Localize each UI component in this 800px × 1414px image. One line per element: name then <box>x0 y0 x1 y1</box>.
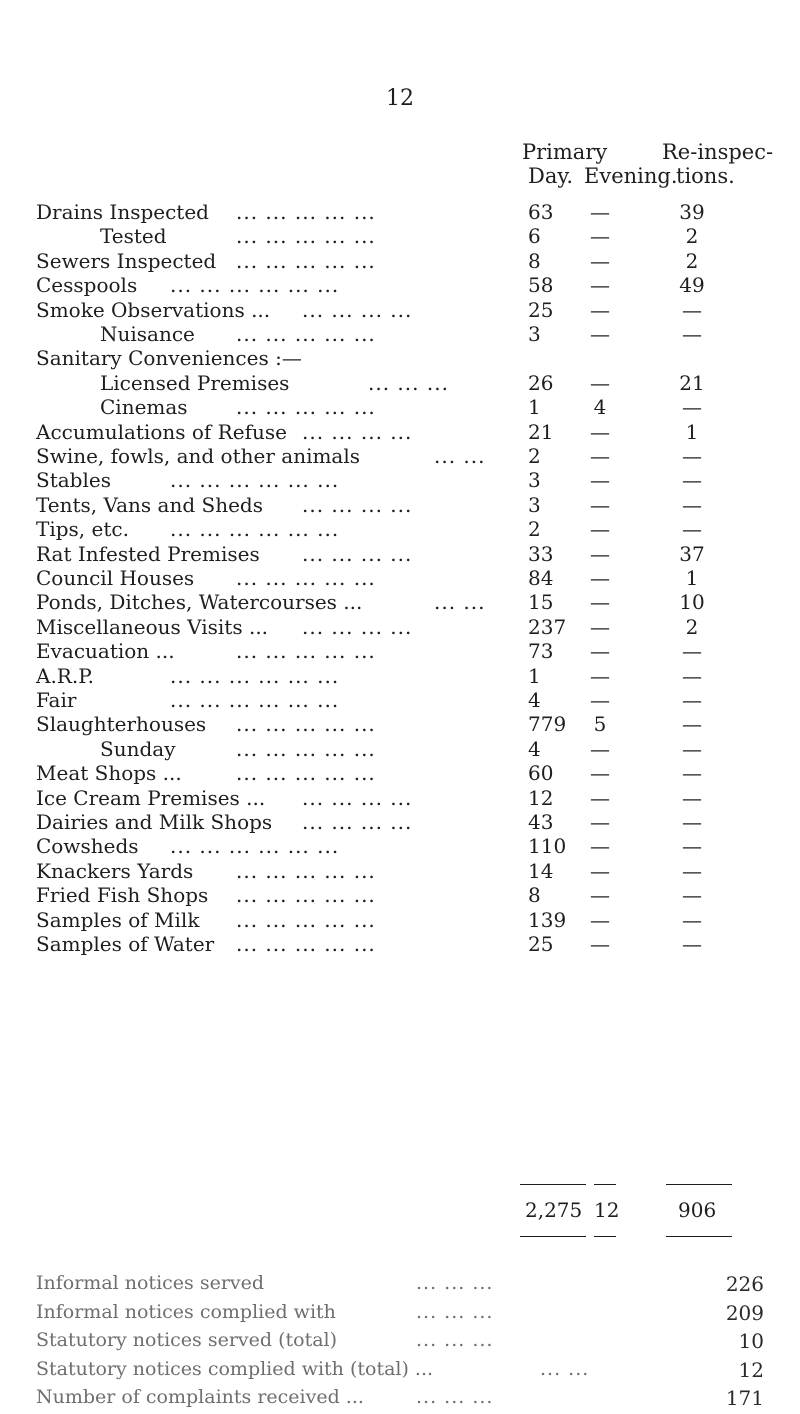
row-label: Stables <box>36 468 111 493</box>
notice-row <box>0 1386 800 1414</box>
evening-value: — <box>590 907 610 932</box>
day-value: 25 <box>528 932 554 956</box>
reinspections-value: — <box>682 468 702 493</box>
notice-label: Statutory notices complied with (total) ... <box>36 1357 434 1380</box>
evening-value: — <box>590 736 610 761</box>
reinspections-value: — <box>682 322 702 346</box>
evening-value: — <box>590 639 610 664</box>
day-value: 237 <box>528 614 567 639</box>
day-value: 2 <box>528 444 541 468</box>
reinspections-value: — <box>682 736 702 761</box>
row-label: Council Houses <box>36 566 195 590</box>
total-reinspections: 906 <box>678 1198 717 1222</box>
evening-value: — <box>590 566 610 590</box>
notice-label: Statutory notices served (total) <box>36 1329 338 1351</box>
day-value: 14 <box>528 858 554 883</box>
reinspections-value: — <box>682 297 702 322</box>
page-number: 12 <box>386 86 414 111</box>
notice-label: Informal notices complied with <box>36 1300 336 1323</box>
leader-dots: ... ... ... ... ... <box>236 932 376 956</box>
evening-value: — <box>590 517 610 542</box>
evening-value: — <box>590 761 610 786</box>
row-label: Fried Fish Shops <box>36 883 209 908</box>
evening-value: — <box>590 663 610 688</box>
leader-dots: ... ... ... ... <box>302 297 413 322</box>
leader-dots: ... ... ... ... <box>302 785 413 810</box>
reinspections-value: — <box>682 858 702 883</box>
reinspections-value: 2 <box>685 248 699 273</box>
evening-value: — <box>590 444 610 468</box>
row-label: Smoke Observations ... <box>36 297 271 322</box>
leader-dots: ... ... ... ... ... <box>236 639 376 664</box>
evening-value: — <box>590 834 610 859</box>
row-label: Tents, Vans and Sheds <box>36 492 264 517</box>
reinspections-value: — <box>682 834 702 859</box>
leader-dots: ... ... ... ... ... <box>236 395 376 420</box>
row-label: Cesspools <box>36 273 138 298</box>
day-value: 8 <box>528 248 541 273</box>
leader-dots: ... ... ... <box>416 1386 494 1408</box>
day-value: 4 <box>528 736 541 761</box>
day-value: 6 <box>528 224 541 249</box>
day-value: 60 <box>528 761 554 786</box>
evening-value: — <box>590 810 610 834</box>
total-underline-reinspections <box>666 1236 732 1237</box>
leader-dots: ... ... ... <box>416 1300 494 1323</box>
leader-dots: ... ... ... ... ... <box>236 566 376 590</box>
reinspections-value: — <box>682 907 702 932</box>
day-value: 3 <box>528 468 541 493</box>
reinspections-value: — <box>682 932 702 956</box>
evening-value: — <box>590 322 610 346</box>
reinspections-value: — <box>682 761 702 786</box>
reinspections-value: — <box>682 444 702 468</box>
day-value: 3 <box>528 492 541 517</box>
row-label: Ice Cream Premises ... <box>36 785 266 810</box>
day-value: 25 <box>528 297 554 322</box>
evening-value: — <box>590 419 610 444</box>
row-label: Slaughterhouses <box>36 712 207 737</box>
leader-dots: ... ... ... ... ... <box>236 761 376 786</box>
evening-value: — <box>590 468 610 493</box>
total-underline-day <box>520 1236 586 1237</box>
row-label: Ponds, Ditches, Watercourses ... <box>36 590 363 615</box>
leader-dots: ... ... ... ... <box>302 541 413 566</box>
day-value: 779 <box>528 712 567 737</box>
leader-dots: ... ... ... ... <box>302 614 413 639</box>
reinspections-value: 37 <box>679 541 705 566</box>
header-primary: Primary <box>522 140 608 164</box>
leader-dots: ... ... ... ... <box>302 492 413 517</box>
row-label: Licensed Premises <box>100 370 290 395</box>
day-value: 21 <box>528 419 554 444</box>
reinspections-value: 21 <box>679 370 705 395</box>
day-value: 1 <box>528 395 541 420</box>
leader-dots: ... ... ... ... ... <box>236 883 376 908</box>
table-row <box>0 932 800 960</box>
reinspections-value: 1 <box>685 566 699 590</box>
day-value: 1 <box>528 663 541 688</box>
leader-dots: ... ... ... ... ... ... <box>170 663 340 688</box>
day-value: 73 <box>528 639 554 664</box>
leader-dots: ... ... ... ... ... <box>236 224 376 249</box>
evening-value: — <box>590 370 610 395</box>
reinspections-value: 1 <box>685 419 699 444</box>
row-label: Accumulations of Refuse <box>36 419 287 444</box>
day-value: 2 <box>528 517 541 542</box>
row-label: Sunday <box>100 736 176 761</box>
day-value: 43 <box>528 810 554 834</box>
row-label: Sanitary Conveniences :— <box>36 346 302 371</box>
evening-value: — <box>590 273 610 298</box>
evening-value: — <box>590 785 610 810</box>
row-label: Samples of Water <box>36 932 215 956</box>
leader-dots: ... ... ... <box>416 1329 494 1351</box>
evening-value: — <box>590 858 610 883</box>
row-label: Tested <box>100 224 167 249</box>
total-rule-evening <box>594 1184 616 1185</box>
notice-row <box>0 1329 800 1357</box>
day-value: 63 <box>528 200 554 224</box>
reinspections-value: — <box>682 810 702 834</box>
notice-row <box>0 1272 800 1300</box>
leader-dots: ... ... ... ... ... <box>236 322 376 346</box>
day-value: 15 <box>528 590 554 615</box>
evening-value: — <box>590 492 610 517</box>
notice-value: 10 <box>738 1329 764 1353</box>
leader-dots: ... ... ... ... ... <box>236 907 376 932</box>
row-label: Rat Infested Premises <box>36 541 260 566</box>
reinspections-value: — <box>682 395 702 420</box>
leader-dots: ... ... ... ... ... ... <box>170 468 340 493</box>
evening-value: — <box>590 590 610 615</box>
notice-value: 171 <box>725 1386 764 1410</box>
day-value: 84 <box>528 566 554 590</box>
leader-dots: ... ... <box>434 444 486 468</box>
reinspections-value: — <box>682 492 702 517</box>
row-label: Samples of Milk <box>36 907 200 932</box>
row-label: Cowsheds <box>36 834 139 859</box>
day-value: 33 <box>528 541 554 566</box>
row-label: Tips, etc. <box>36 517 129 542</box>
evening-value: 4 <box>593 395 607 420</box>
notice-row <box>0 1301 800 1329</box>
total-day: 2,275 <box>525 1198 583 1222</box>
leader-dots: ... ... ... ... <box>302 419 413 444</box>
reinspections-value: — <box>682 639 702 664</box>
notice-value: 209 <box>725 1300 764 1325</box>
leader-dots: ... ... ... <box>368 370 449 395</box>
total-rule-day <box>520 1184 586 1185</box>
row-label: Swine, fowls, and other animals <box>36 444 361 468</box>
evening-value: — <box>590 541 610 566</box>
reinspections-value: 2 <box>685 224 699 249</box>
leader-dots: ... ... ... ... ... <box>236 200 376 224</box>
header-day: Day. <box>528 164 574 188</box>
row-label: Dairies and Milk Shops <box>36 810 273 834</box>
row-label: Evacuation ... <box>36 639 175 664</box>
notice-value: 12 <box>738 1357 764 1382</box>
row-label: Drains Inspected <box>36 200 209 224</box>
header-evening: Evening. <box>584 164 678 188</box>
notice-row <box>0 1358 800 1386</box>
reinspections-value: — <box>682 712 702 737</box>
reinspections-value: — <box>682 883 702 908</box>
reinspections-value: — <box>682 517 702 542</box>
leader-dots: ... ... ... ... ... ... <box>170 688 340 712</box>
row-label: Fair <box>36 688 77 712</box>
leader-dots: ... ... ... ... ... ... <box>170 834 340 859</box>
reinspections-value: — <box>682 663 702 688</box>
notice-value: 226 <box>725 1272 764 1296</box>
total-underline-evening <box>594 1236 616 1237</box>
row-label: Sewers Inspected <box>36 248 217 273</box>
day-value: 26 <box>528 370 554 395</box>
leader-dots: ... ... ... ... ... <box>236 248 376 273</box>
leader-dots: ... ... ... ... ... ... <box>170 273 340 298</box>
row-label: Cinemas <box>100 395 188 420</box>
day-value: 3 <box>528 322 541 346</box>
reinspections-value: — <box>682 688 702 712</box>
reinspections-value: — <box>682 785 702 810</box>
day-value: 12 <box>528 785 554 810</box>
leader-dots: ... ... <box>434 590 486 615</box>
total-rule-reinspections <box>666 1184 732 1185</box>
leader-dots: ... ... <box>540 1357 590 1380</box>
leader-dots: ... ... ... ... ... <box>236 736 376 761</box>
reinspections-value: 49 <box>679 273 705 298</box>
leader-dots: ... ... ... ... ... <box>236 712 376 737</box>
row-label: Miscellaneous Visits ... <box>36 614 269 639</box>
total-evening: 12 <box>594 1198 620 1222</box>
evening-value: — <box>590 688 610 712</box>
reinspections-value: 39 <box>679 200 705 224</box>
reinspections-value: 2 <box>685 614 699 639</box>
evening-value: — <box>590 200 610 224</box>
evening-value: — <box>590 297 610 322</box>
leader-dots: ... ... ... ... ... ... <box>170 517 340 542</box>
row-label: A.R.P. <box>36 663 94 688</box>
header-reinspections-line2: tions. <box>676 164 735 188</box>
row-label: Knackers Yards <box>36 858 194 883</box>
reinspections-value: 10 <box>679 590 705 615</box>
evening-value: — <box>590 883 610 908</box>
day-value: 4 <box>528 688 541 712</box>
day-value: 8 <box>528 883 541 908</box>
day-value: 58 <box>528 273 554 298</box>
day-value: 139 <box>528 907 567 932</box>
evening-value: — <box>590 932 610 956</box>
leader-dots: ... ... ... <box>416 1272 494 1294</box>
row-label: Meat Shops ... <box>36 761 182 786</box>
header-reinspections-line1: Re-inspec- <box>662 140 774 164</box>
evening-value: 5 <box>593 712 607 737</box>
row-label: Nuisance <box>100 322 195 346</box>
evening-value: — <box>590 614 610 639</box>
notice-label: Number of complaints received ... <box>36 1386 364 1408</box>
leader-dots: ... ... ... ... <box>302 810 413 834</box>
notice-label: Informal notices served <box>36 1272 265 1294</box>
leader-dots: ... ... ... ... ... <box>236 858 376 883</box>
evening-value: — <box>590 248 610 273</box>
day-value: 110 <box>528 834 567 859</box>
evening-value: — <box>590 224 610 249</box>
